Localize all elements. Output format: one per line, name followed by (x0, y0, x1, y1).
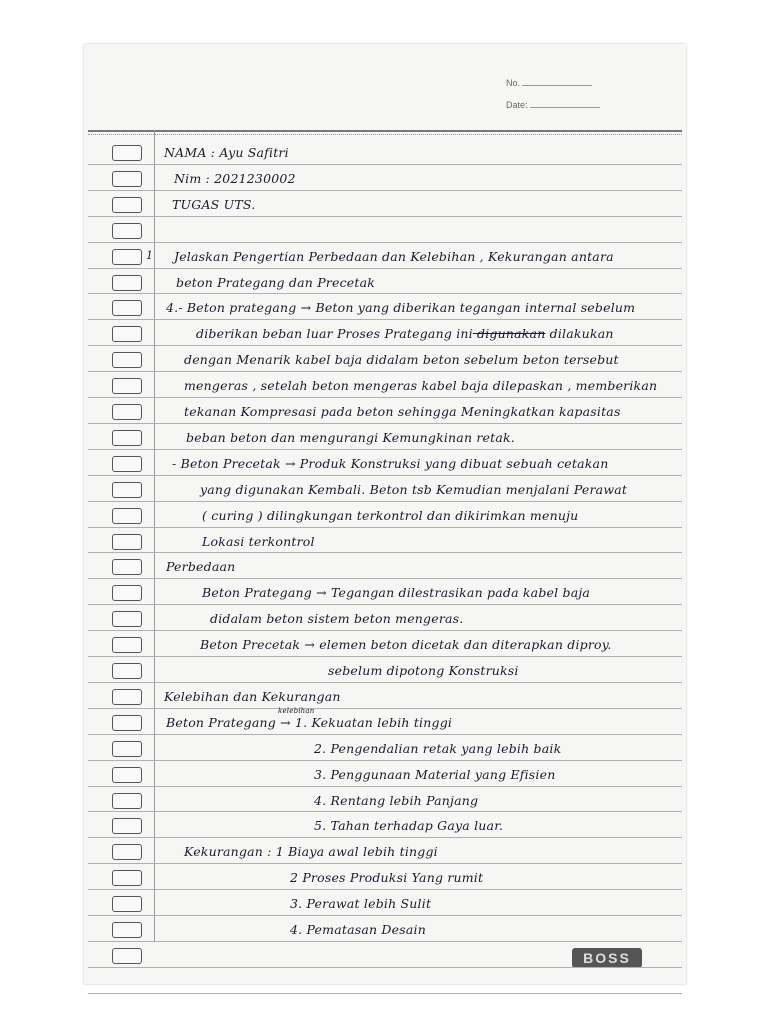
ruled-line (88, 734, 682, 735)
row-checkbox (112, 352, 142, 368)
handwritten-line: 5. Tahan terhadap Gaya luar. (314, 818, 504, 834)
ruled-line (88, 423, 682, 424)
handwritten-line: Beton Prategang → Tegangan dilestrasikan pada kabel baja (202, 585, 591, 601)
handwritten-line: tekanan Kompresasi pada beton sehingga Meningkatkan kapasitas (184, 404, 621, 419)
ruled-line (88, 449, 682, 450)
handwritten-line: beton Prategang dan Precetak (176, 274, 376, 290)
ruled-line (88, 656, 682, 657)
row-checkbox (112, 404, 142, 420)
handwritten-line: Beton Prategang → 1. Kekuatan lebih tinggi kelebihan (166, 706, 453, 730)
row-checkbox (112, 767, 142, 783)
handwritten-line: beban beton dan mengurangi Kemungkinan retak. (186, 429, 515, 445)
ruled-line (88, 501, 682, 502)
row-checkbox (112, 508, 142, 524)
handwritten-line: - Beton Precetak → Produk Konstruksi yang dibuat sebuah cetakan (172, 455, 609, 471)
ruled-line (88, 630, 682, 631)
row-checkbox (112, 559, 142, 575)
struck-word: digunakan (472, 326, 546, 342)
row-checkbox (112, 922, 142, 938)
handwritten-line: Kelebihan dan Kekurangan (164, 688, 341, 704)
row-checkbox (112, 534, 142, 550)
handwritten-line: yang digunakan Kembali. Beton tsb Kemudian menjalani Perawat (200, 481, 628, 497)
handwritten-line: didalam beton sistem beton mengeras. (210, 611, 464, 627)
row-checkbox (112, 430, 142, 446)
ruled-line (88, 708, 682, 709)
handwritten-line: ( curing ) dilingkungan terkontrol dan dikirimkan menuju (202, 507, 579, 523)
row-checkbox (112, 456, 142, 472)
row-checkbox (112, 611, 142, 627)
handwritten-line: diberikan beban luar Proses Prategang ini digunakan dilakukan (196, 326, 614, 342)
row-checkbox (112, 249, 142, 265)
row-checkbox (112, 896, 142, 912)
handwritten-line: 4. Pematasan Desain (290, 922, 426, 937)
ruled-line (88, 993, 682, 994)
row-checkbox (112, 689, 142, 705)
row-checkbox (112, 275, 142, 291)
top-rule-dotted (88, 134, 682, 135)
row-checkbox (112, 793, 142, 809)
ruled-line (88, 967, 682, 968)
row-checkbox (112, 145, 142, 161)
ruled-line (88, 889, 682, 890)
row-checkbox (112, 637, 142, 653)
margin-line (154, 130, 155, 942)
ruled-line (88, 915, 682, 916)
row-checkbox (112, 715, 142, 731)
handwritten-line: 2 Proses Produksi Yang rumit (290, 870, 484, 886)
handwritten-line: dengan Menarik kabel baja didalam beton sebelum beton tersebut (184, 352, 619, 368)
handwritten-line: Perbedaan (166, 559, 236, 575)
row-checkbox (112, 663, 142, 679)
ruled-line (88, 345, 682, 346)
handwritten-line: 4. Rentang lebih Panjang (314, 792, 479, 808)
row-checkbox (112, 171, 142, 187)
handwritten-line: mengeras , setelah beton mengeras kabel baja dilepaskan , memberikan (184, 378, 658, 394)
handwritten-line: Nim : 2021230002 (174, 170, 296, 186)
ruled-line (88, 811, 682, 812)
ruled-line (88, 941, 682, 942)
handwritten-line: 3. Perawat lebih Sulit (290, 896, 432, 912)
handwritten-line: 4.- Beton prategang → Beton yang diberikan tegangan internal sebelum (166, 300, 636, 316)
ruled-line (88, 863, 682, 864)
ruled-line (88, 164, 682, 165)
row-checkbox (112, 326, 142, 342)
ruled-line (88, 552, 682, 553)
handwritten-line: Jelaskan Pengertian Perbedaan dan Kelebihan , Kekurangan antara (174, 248, 614, 264)
row-checkbox (112, 300, 142, 316)
handwritten-line: Kekurangan : 1 Biaya awal lebih tinggi (184, 844, 438, 860)
handwritten-line: Beton Precetak → elemen beton dicetak dan diterapkan diproy. (200, 637, 612, 653)
ruled-line (88, 371, 682, 372)
brand-logo: BOSS (572, 948, 642, 968)
correction-word: dilakukan (545, 326, 614, 342)
date-label: Date: (506, 100, 528, 110)
no-label: No. (506, 78, 521, 88)
kelebihan-annotation: kelebihan (278, 706, 315, 715)
ruled-line (88, 760, 682, 761)
question-number: 1 (146, 249, 153, 262)
handwritten-line: TUGAS UTS. (172, 196, 256, 212)
top-rule (88, 130, 682, 132)
row-checkbox (112, 482, 142, 498)
handwritten-line: NAMA : Ayu Safitri (164, 145, 289, 160)
date-field (506, 100, 600, 110)
ruled-line (88, 578, 682, 579)
ruled-line (88, 293, 682, 294)
no-field (506, 78, 592, 88)
row-checkbox (112, 223, 142, 239)
row-checkbox (112, 741, 142, 757)
row-checkbox (112, 585, 142, 601)
row-checkbox (112, 197, 142, 213)
ruled-line (88, 475, 682, 476)
handwritten-line: sebelum dipotong Konstruksi (328, 663, 519, 678)
ruled-line (88, 397, 682, 398)
notebook-page (84, 44, 686, 984)
ruled-line (88, 786, 682, 787)
ruled-line (88, 268, 682, 269)
ruled-line (88, 604, 682, 605)
handwritten-line: 3. Penggunaan Material yang Efisien (314, 766, 556, 782)
row-checkbox (112, 844, 142, 860)
ruled-line (88, 682, 682, 683)
ruled-line (88, 837, 682, 838)
handwritten-line: Lokasi terkontrol (202, 533, 315, 549)
row-checkbox (112, 948, 142, 964)
ruled-line (88, 527, 682, 528)
row-checkbox (112, 818, 142, 834)
ruled-line (88, 242, 682, 243)
row-checkbox (112, 870, 142, 886)
row-checkbox (112, 378, 142, 394)
handwritten-line: 2. Pengendalian retak yang lebih baik (314, 740, 562, 756)
ruled-line (88, 319, 682, 320)
ruled-line (88, 216, 682, 217)
ruled-line (88, 190, 682, 191)
